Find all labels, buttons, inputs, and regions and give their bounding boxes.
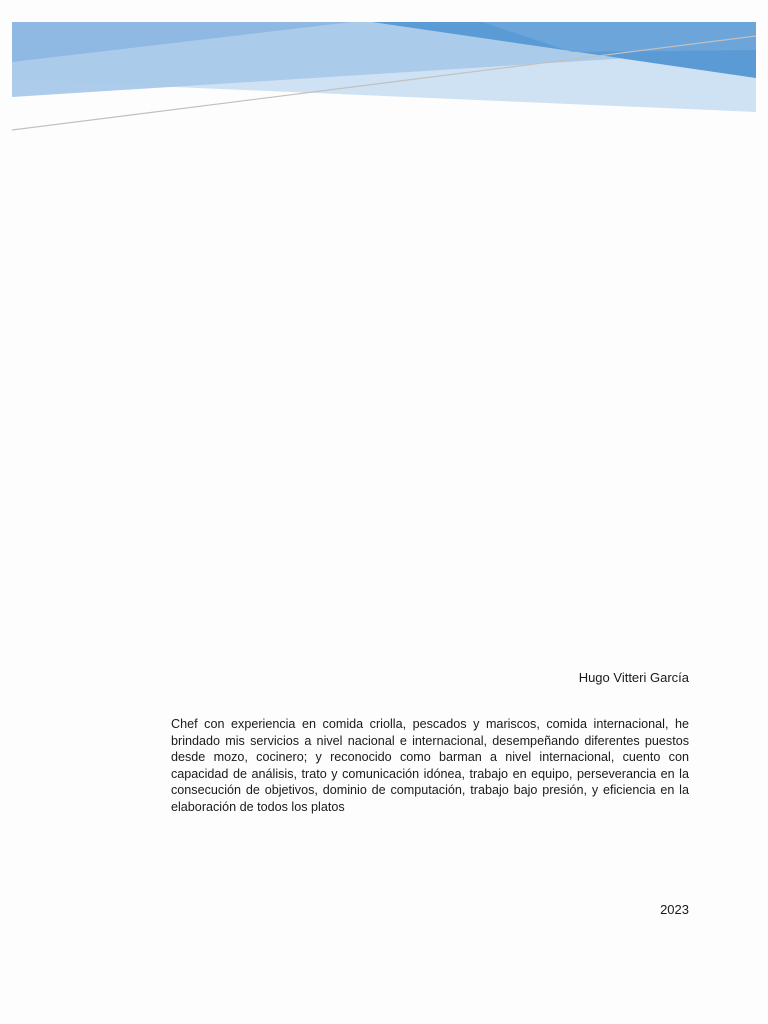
header-decorative-banner xyxy=(12,22,756,132)
document-year: 2023 xyxy=(660,902,689,917)
professional-summary: Chef con experiencia en comida criolla, pescados y mariscos, comida internacional, he brindado mis servicios a nivel nacional e internacional, desempeñando diferentes puestos desde mozo, cocinero; y reconocido como barman a nivel internacional, cuento con capacidad de análisis, trato y comunicación idónea, trabajo en equipo, perseverancia en la consecución de objetivos, dominio de computación, trabajo bajo presión, y eficiencia en la elaboración de todos los platos xyxy=(171,717,689,814)
author-name: Hugo Vitteri García xyxy=(578,670,689,685)
